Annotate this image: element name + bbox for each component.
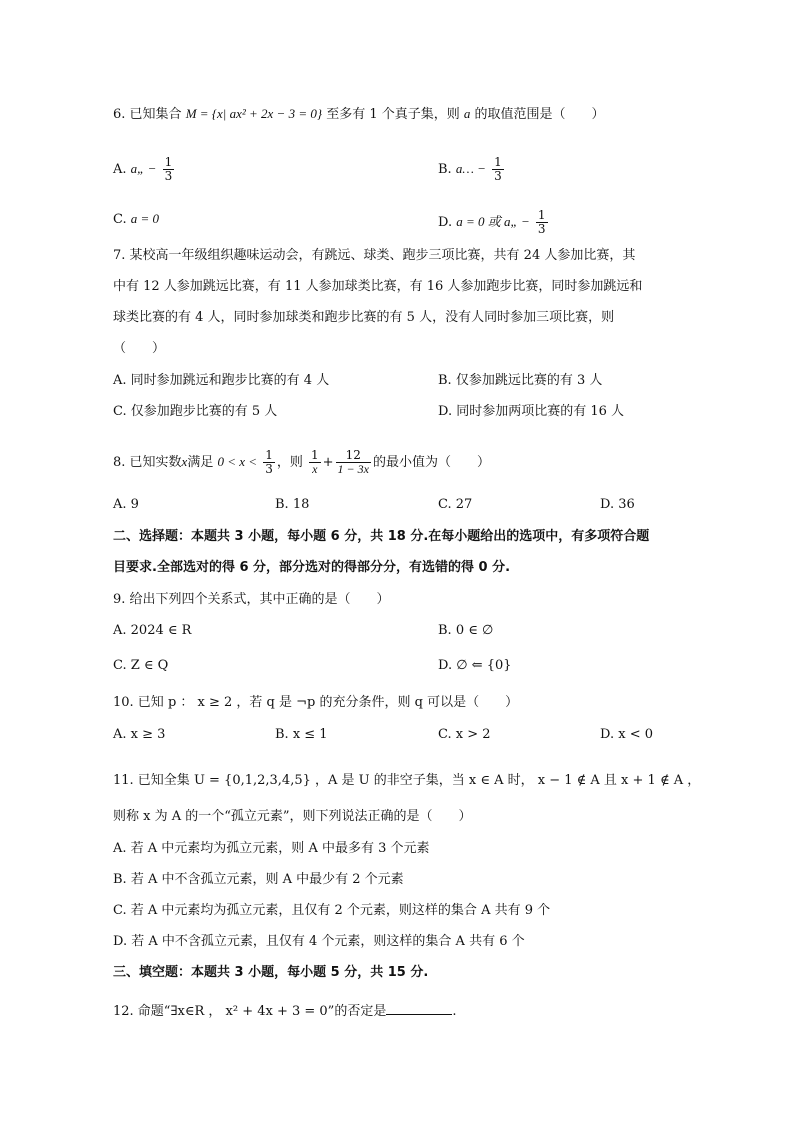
q6-stem: 6. 已知集合 M = {x| ax² + 2x − 3 = 0} 至多有 1 个真子集，则 a 的取值范围是（ ） (113, 106, 605, 122)
q9-option-c: C. Z ∈ Q (113, 658, 169, 673)
q10-option-b: B. x ≤ 1 (275, 727, 328, 742)
q10-option-d: D. x < 0 (600, 727, 653, 742)
q9-stem: 9. 给出下列四个关系式，其中正确的是（ ） (113, 592, 390, 607)
q6-set-formula: M = {x| ax² + 2x − 3 = 0} (185, 106, 323, 121)
q8-option-b: B. 18 (275, 497, 310, 512)
q10-stem: 10. 已知 p ： x ≥ 2 ，若 q 是 ¬p 的充分条件，则 q 可以是（ ） (113, 695, 519, 710)
q7-option-d: D. 同时参加两项比赛的有 16 人 (438, 404, 625, 419)
q11-option-b: B. 若 A 中不含孤立元素，则 A 中最少有 2 个元素 (113, 872, 404, 887)
q12-stem: 12. 命题“∃x∈R ， x² + 4x + 3 = 0”的否定是 . (113, 1004, 457, 1019)
q7-stem-line-1: 7. 某校高一年级组织趣味运动会，有跳远、球类、跑步三项比赛，共有 24 人参加比赛，其 (113, 248, 636, 263)
q11-option-a: A. 若 A 中元素均为孤立元素，则 A 中最多有 3 个元素 (113, 841, 430, 856)
q11-option-c: C. 若 A 中元素均为孤立元素，且仅有 2 个元素，则这样的集合 A 共有 9 个 (113, 903, 551, 918)
q11-stem-line-1: 11. 已知全集 U = {0,1,2,3,4,5} ，A 是 U 的非空子集，当 x ∈ A 时， x − 1 ∉ A 且 x + 1 ∉ A ， (113, 773, 701, 788)
q9-option-b: B. 0 ∈ ∅ (438, 623, 494, 638)
q6-option-b: B. a… − $\frac{1}{3}$ (438, 155, 502, 183)
q8-option-a: A. 9 (113, 497, 139, 512)
q7-stem-line-2: 中有 12 人参加跳远比赛，有 11 人参加球类比赛，有 16 人参加跑步比赛，同时参加跳远和 (113, 279, 643, 294)
q8-stem: 8. 已知实数x满足 0 < x < $\frac{1}{3}$ ，则 $\frac{1}{x}$ + $\frac{12}{1 - 3x}$ 的最小值为（ ） (113, 448, 490, 476)
section-3-heading: 三、填空题：本题共 3 小题，每小题 5 分，共 15 分. (113, 965, 429, 980)
q7-option-b: B. 仅参加跳远比赛的有 3 人 (438, 373, 603, 388)
section-2-heading-line-2: 目要求.全部选对的得 6 分，部分选对的得部分分，有选错的得 0 分. (113, 560, 511, 575)
q8-option-d: D. 36 (600, 497, 635, 512)
q6-option-d: D. a = 0 或 a„ − $\frac{1}{3}$ (438, 208, 546, 236)
q7-stem-line-4: （ ） (113, 341, 166, 356)
q9-option-a: A. 2024 ∈ R (113, 623, 192, 638)
section-2-heading-line-1: 二、选择题：本题共 3 小题，每小题 6 分，共 18 分.在每小题给出的选项中，有多项符合题 (113, 529, 650, 544)
q10-option-c: C. x > 2 (438, 727, 491, 742)
q9-option-d: D. ∅ ⇐ {0} (438, 658, 512, 673)
q6-option-c: C. a = 0 (113, 211, 160, 227)
q6-option-a: A. a„ − $\frac{1}{3}$ (113, 155, 173, 183)
q11-option-d: D. 若 A 中不含孤立元素，且仅有 4 个元素，则这样的集合 A 共有 6 个 (113, 934, 525, 949)
q8-option-c: C. 27 (438, 497, 473, 512)
q7-option-c: C. 仅参加跑步比赛的有 5 人 (113, 404, 278, 419)
q10-option-a: A. x ≥ 3 (113, 727, 166, 742)
q7-stem-line-3: 球类比赛的有 4 人，同时参加球类和跑步比赛的有 5 人，没有人同时参加三项比赛，则 (113, 310, 615, 325)
q11-stem-line-2: 则称 x 为 A 的一个“孤立元素”，则下列说法正确的是（ ） (113, 809, 472, 824)
q12-answer-blank[interactable] (386, 1002, 452, 1015)
q7-option-a: A. 同时参加跳远和跑步比赛的有 4 人 (113, 373, 330, 388)
